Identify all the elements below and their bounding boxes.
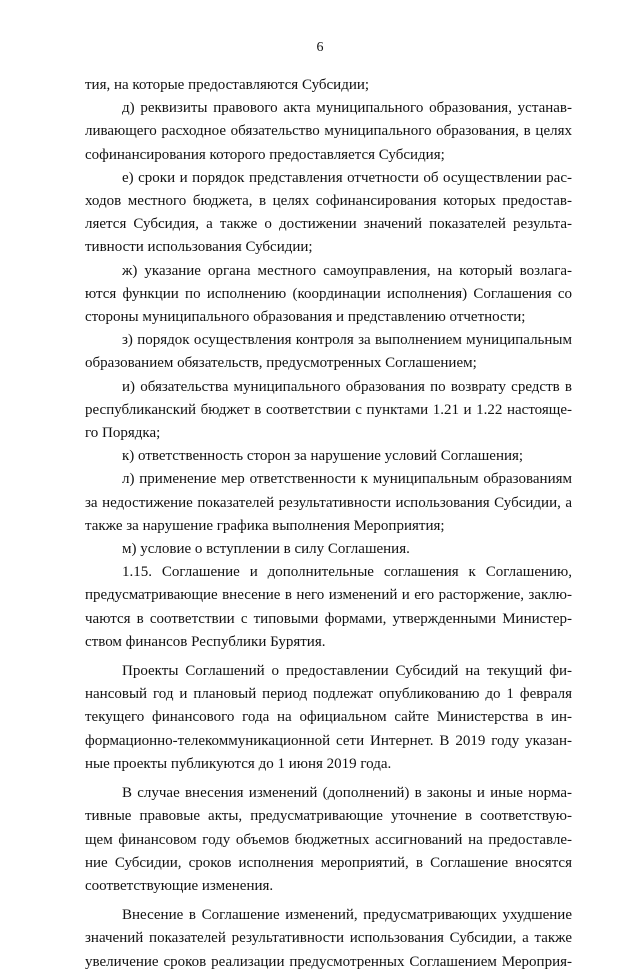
text-line: 1.15. Соглашение и дополнительные соглашения к Соглашению, — [122, 564, 572, 581]
text-line: тивные правовые акты, предусматривающие уточнение в соответствую- — [85, 808, 572, 825]
text-line: ж) указание органа местного самоуправления, на который возлага- — [122, 262, 572, 279]
text-line: к) ответственность сторон за нарушение условий Соглашения; — [122, 448, 524, 465]
text-line: формационно-телекоммуникационной сети Интернет. В 2019 году указан- — [85, 732, 572, 749]
text-line: м) условие о вступлении в силу Соглашения. — [122, 541, 410, 558]
text-line: значений показателей результативности использования Субсидии, а также — [85, 930, 572, 947]
text-line: за недостижение показателей результативности использования Субсидии, а — [85, 494, 572, 511]
text-line: текущего финансового года на официальном сайте Министерства в ин- — [85, 709, 572, 726]
text-line: ние Субсидии, сроков исполнения мероприятий, в Соглашение вносятся — [85, 854, 572, 871]
text-line: софинансирования которого предоставляется Субсидия; — [85, 146, 445, 163]
text-line: Проекты Соглашений о предоставлении Субсидий на текущий фи- — [122, 663, 572, 680]
text-line: ляется Субсидия, а также о достижении значений показателей результа- — [85, 216, 572, 233]
text-line: ются функции по исполнению (координации исполнения) Соглашения со — [85, 285, 572, 302]
text-line: В случае внесения изменений (дополнений) в законы и иные норма- — [122, 785, 572, 802]
text-line: л) применение мер ответственности к муниципальным образованиям — [122, 471, 572, 488]
text-line: нансовый год и плановый период подлежат опубликованию до 1 февраля — [85, 686, 572, 703]
text-line: ством финансов Республики Бурятия. — [85, 633, 326, 650]
text-line: го Порядка; — [85, 425, 161, 442]
text-line: Внесение в Соглашение изменений, предусматривающих ухудшение — [122, 907, 572, 924]
text-line: ходов местного бюджета, в целях софинансирования которых предостав- — [85, 193, 572, 210]
text-line: чаются в соответствии с типовыми формами, утвержденными Министер- — [85, 610, 572, 627]
text-line: соответствующие изменения. — [85, 877, 274, 894]
text-line: предусматривающие внесение в него изменений и его расторжение, заклю- — [85, 587, 572, 604]
text-line: республиканский бюджет в соответствии с пунктами 1.21 и 1.22 настояще- — [85, 401, 572, 418]
text-line: увеличение сроков реализации предусмотренных Соглашением Мероприя- — [85, 953, 572, 970]
text-line: тивности использования Субсидии; — [85, 239, 313, 256]
page-number: 6 — [316, 40, 324, 55]
text-line: также за нарушение графика выполнения Мероприятия; — [85, 517, 445, 534]
text-line: з) порядок осуществления контроля за выполнением муниципальным — [122, 332, 572, 349]
text-line: тия, на которые предоставляются Субсидии; — [85, 77, 370, 93]
text-line: ливающего расходное обязательство муниципального образования, в целях — [85, 123, 572, 140]
text-line: ные проекты публикуются до 1 июня 2019 года. — [85, 755, 392, 772]
text-line: образованием обязательств, предусмотренных Соглашением; — [85, 355, 477, 372]
text-line: е) сроки и порядок представления отчетности об осуществлении рас- — [122, 169, 572, 186]
body-text — [85, 75, 572, 975]
text-line: щем финансовом году объемов бюджетных ассигнований на предоставле- — [85, 831, 572, 848]
text-line: д) реквизиты правового акта муниципального образования, устанав- — [122, 100, 572, 117]
text-line: стороны муниципального образования и представлению отчетности; — [85, 309, 526, 326]
text-line: и) обязательства муниципального образования по возврату средств в — [122, 378, 572, 395]
